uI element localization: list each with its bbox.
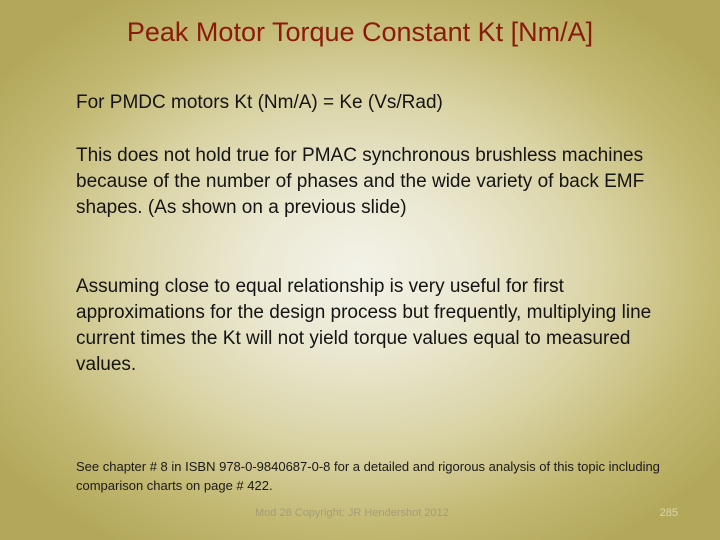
paragraph-approximation: Assuming close to equal relationship is very useful for first approximations for the design process but frequently, multiplying line current times the Kt will not yield torque values equal to measured values. [76, 276, 652, 375]
paragraph-pmac-exception: This does not hold true for PMAC synchronous brushless machines because of the number of phases and the wide variety of back EMF shapes. (As shown on a previous slide) [76, 145, 645, 218]
paragraph-pmdc-relation: For PMDC motors Kt (Nm/A) = Ke (Vs/Rad) [76, 92, 443, 113]
copyright-footer: Mod 28 Copyright: JR Hendershot 2012 [255, 507, 449, 519]
reference-footnote: See chapter # 8 in ISBN 978-0-9840687-0-8 for a detailed and rigorous analysis of this topic including comparison charts on page # 422. [76, 459, 660, 493]
slide-title: Peak Motor Torque Constant Kt [Nm/A] [126, 17, 594, 47]
page-number: 285 [659, 507, 678, 519]
